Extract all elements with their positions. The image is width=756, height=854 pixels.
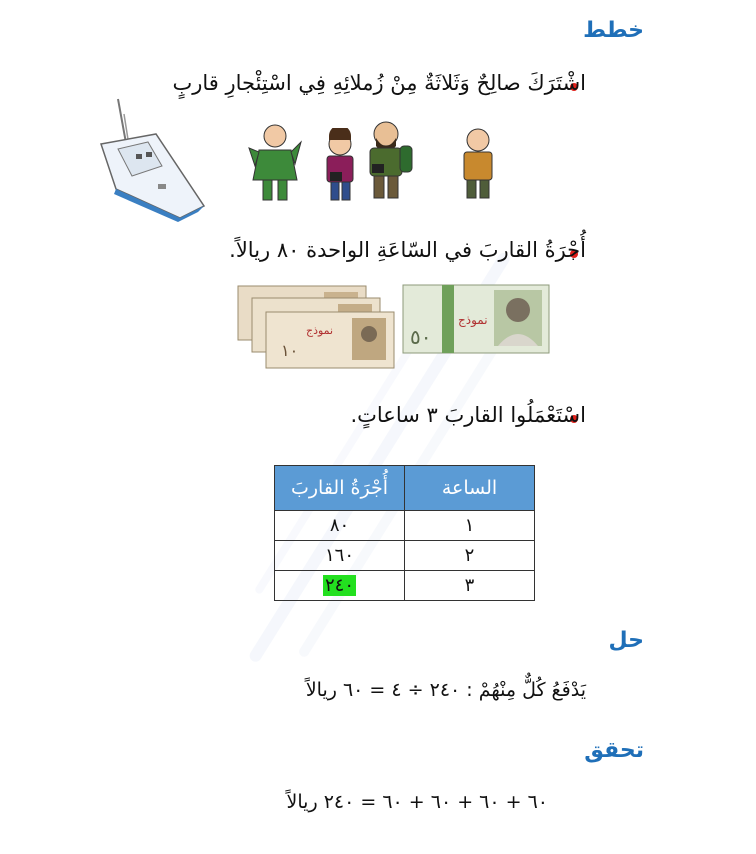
cell-fee: ١٦٠ [275, 541, 405, 571]
boat-icon [96, 94, 206, 224]
bullet-rate: أُجْرَةُ القاربَ في السّاعَةِ الواحدة ٨٠ ريالاً. [229, 238, 586, 262]
svg-text:٥٠: ٥٠ [410, 325, 432, 349]
cell-fee-total [275, 571, 405, 601]
check-equation: ٦٠ + ٦٠ + ٦٠ + ٦٠ = ٢٤٠ ريالاً [286, 791, 548, 813]
person-icon [458, 124, 498, 204]
bullet-hours: اسْتَعْمَلُوا القاربَ ٣ ساعاتٍ. [350, 403, 586, 427]
col-header-hour: الساعة [405, 466, 535, 511]
col-header-fee: أُجْرَةُ القاربَ [275, 466, 405, 511]
bullet-sharing: اشْتَرَكَ صالِحٌ وَثَلاثَةٌ مِنْ زُملائِهِ فِي اسْتِئْجارِ قاربٍ [172, 71, 586, 95]
person-icon [362, 118, 414, 204]
rental-table [274, 465, 535, 601]
table-row [275, 511, 535, 541]
person-icon [245, 118, 305, 206]
banknote-icon [236, 284, 398, 372]
person-icon [320, 128, 360, 208]
cell-hour: ١ [405, 511, 535, 541]
heading-plan: خطط [583, 18, 644, 43]
solve-equation: يَدْفَعُ كُلٌّ مِنْهُمْ : ٢٤٠ ÷ ٤ = ٦٠ ريالاً [305, 679, 586, 701]
svg-text:١٠: ١٠ [281, 341, 299, 360]
banknote-icon [402, 284, 550, 354]
cell-hour: ٣ [405, 571, 535, 601]
table-row [275, 571, 535, 601]
svg-text:نموذج: نموذج [306, 324, 334, 337]
cell-hour: ٢ [405, 541, 535, 571]
table-header-row [275, 466, 535, 511]
svg-text:نموذج: نموذج [458, 313, 488, 327]
highlighted-total: ٢٤٠ [324, 575, 354, 596]
cell-fee: ٨٠ [275, 511, 405, 541]
heading-check: تحقق [584, 738, 644, 763]
table-row [275, 541, 535, 571]
heading-solve: حل [608, 628, 644, 653]
